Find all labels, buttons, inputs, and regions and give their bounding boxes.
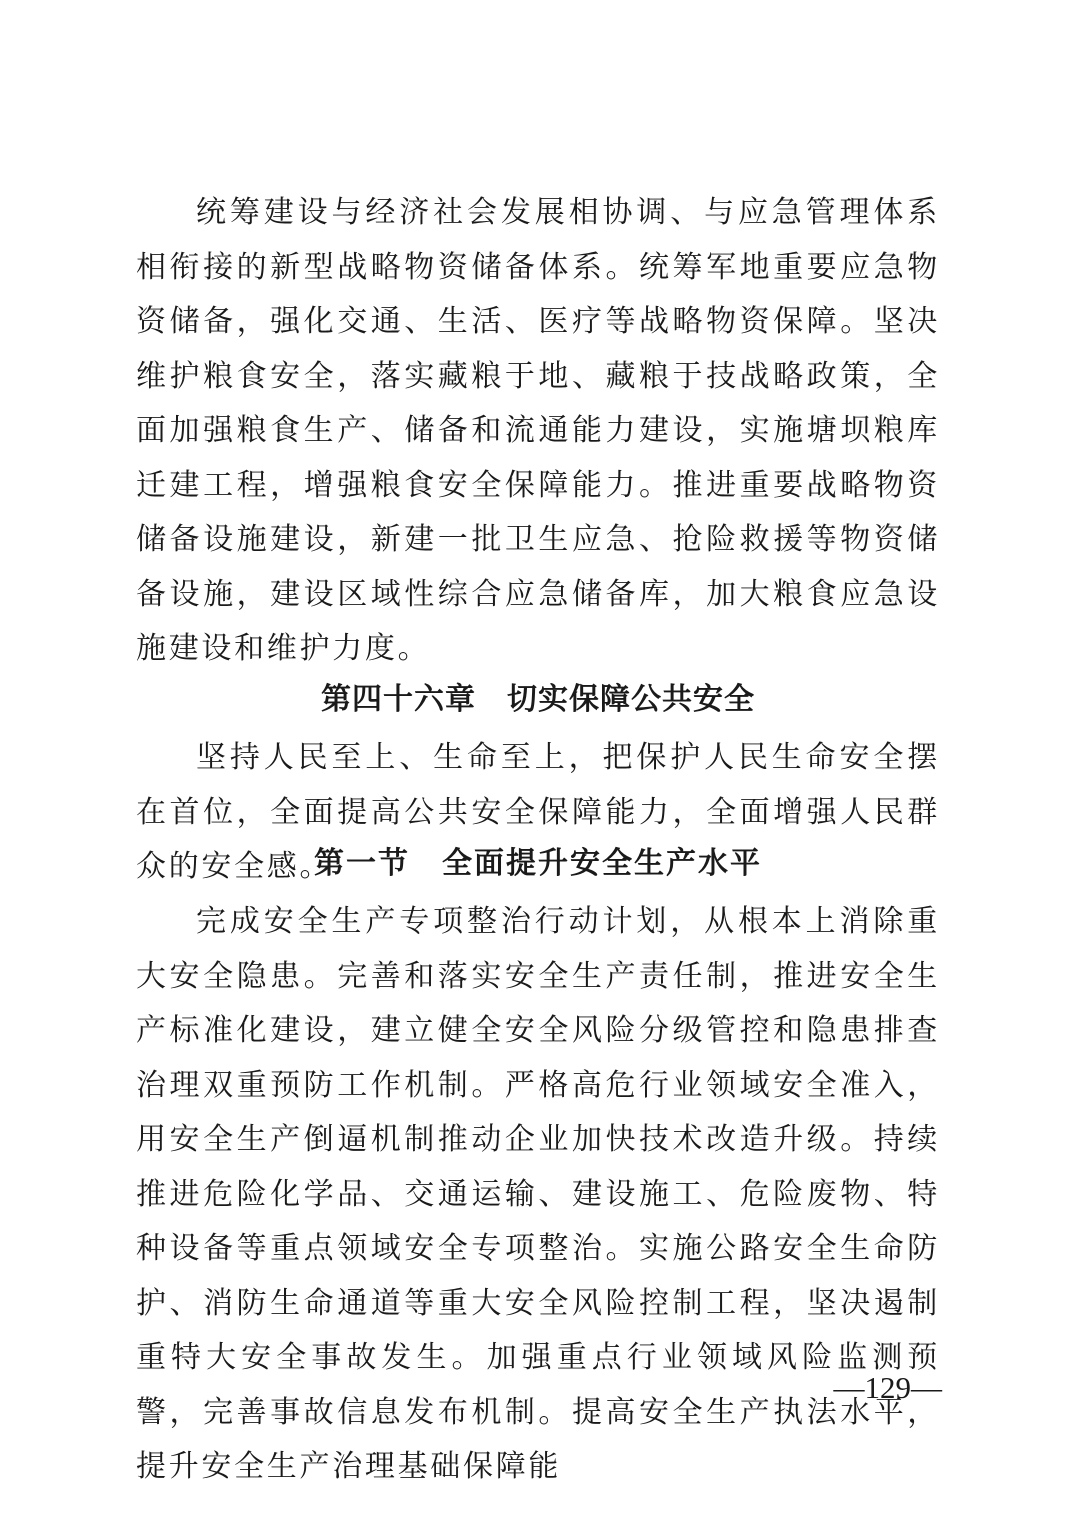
chapter-title: 第四十六章 切实保障公共安全	[321, 682, 755, 717]
body-paragraph-work-safety: 完成安全生产专项整治行动计划，从根本上消除重大安全隐患。完善和落实安全生产责任制，推进安全生产标准化建设，建立健全安全风险分级管控和隐患排查治理双重预防工作机制。严格高危行业领域安全准入，用安全生产倒逼机制推动企业加快技术改造升级。持续推进危险化学品、交通运输、建设施工、危险废物、特种设备等重点领域安全专项整治。实施公路安全生命防护、消防生命通道等重大安全风险控制工程，坚决遏制重特大安全事故发生。加强重点行业领域风险监测预警，完善事故信息发布机制。提高安全生产执法水平，提升安全生产治理基础保障能	[136, 904, 940, 1484]
section-title: 第一节 全面提升安全生产水平	[314, 846, 762, 881]
page-number: —129—	[833, 1370, 942, 1405]
body-paragraph-strategic-reserves: 统筹建设与经济社会发展相协调、与应急管理体系相衔接的新型战略物资储备体系。统筹军地重要应急物资储备，强化交通、生活、医疗等战略物资保障。坚决维护粮食安全，落实藏粮于地、藏粮于技战略政策，全面加强粮食生产、储备和流通能力建设，实施塘坝粮库迁建工程，增强粮食安全保障能力。推进重要战略物资储备设施建设，新建一批卫生应急、抢险救援等物资储备设施，建设区域性综合应急储备库，加大粮食应急设施建设和维护力度。	[136, 195, 940, 666]
body-paragraph-chapter-intro: 坚持人民至上、生命至上，把保护人民生命安全摆在首位，全面提高公共安全保障能力，全面增强人民群众的安全感。	[136, 740, 940, 884]
